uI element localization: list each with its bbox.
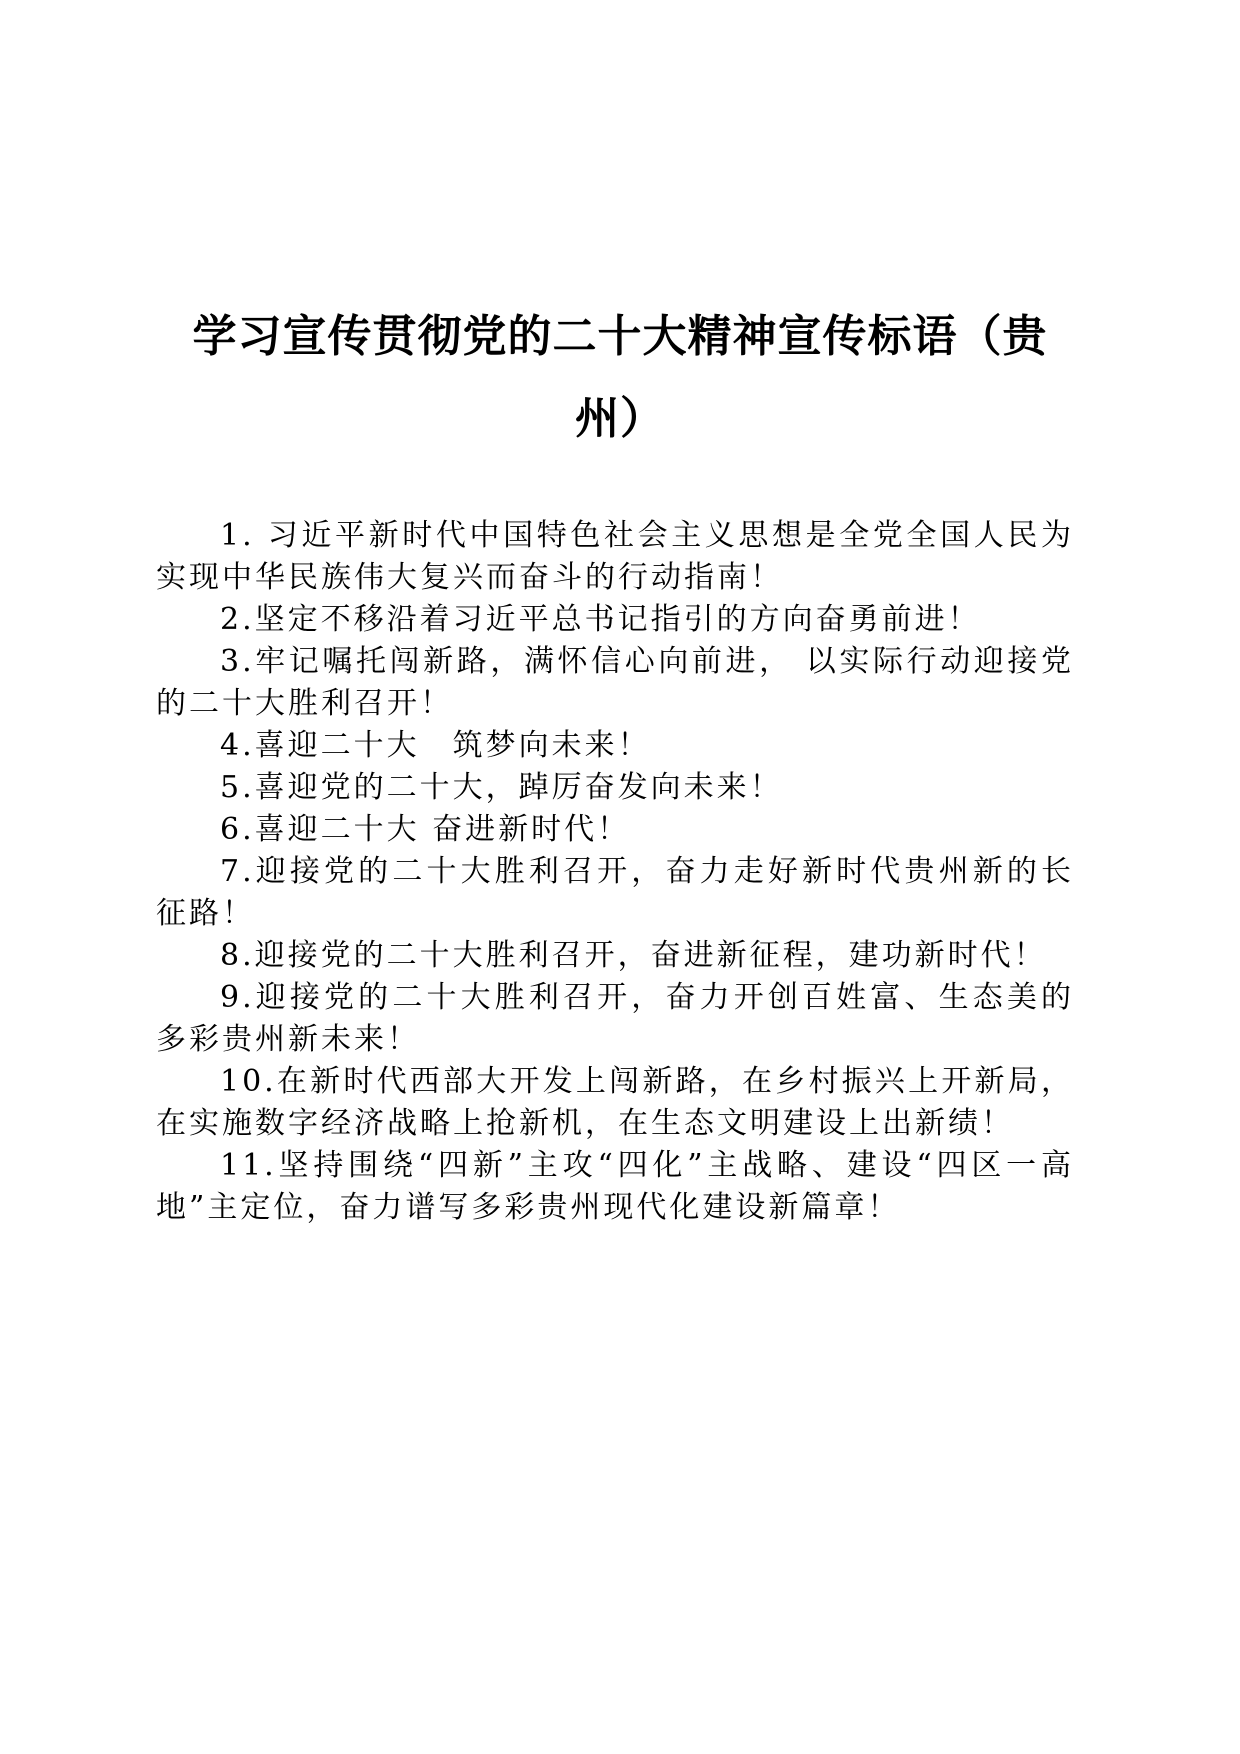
slogan-item-5: 5.喜迎党的二十大，踔厉奋发向未来！ xyxy=(220,770,783,805)
slogan-item-6: 6.喜迎二十大 奋进新时代！ xyxy=(220,812,631,847)
slogan-item-1: 1. 习近平新时代中国特色社会主义思想是全党全国人民为实现中华民族伟大复兴而奋斗的行动指南！ xyxy=(156,518,1074,595)
slogan-item-11: 11.坚持围绕“四新”主攻“四化”主战略、建设“四区一高地”主定位，奋力谱写多彩贵州现代化建设新篇章！ xyxy=(156,1148,1074,1225)
slogan-item-4: 4.喜迎二十大 筑梦向未来！ xyxy=(220,728,651,763)
slogan-item-10: 10.在新时代西部大开发上闯新路，在乡村振兴上开新局，在实施数字经济战略上抢新机，在生态文明建设上出新绩！ xyxy=(156,1064,1074,1141)
slogan-item-8: 8.迎接党的二十大胜利召开，奋进新征程，建功新时代！ xyxy=(220,938,1047,973)
slogan-item-3: 3.牢记嘱托闯新路，满怀信心向前进， 以实际行动迎接党的二十大胜利召开！ xyxy=(156,644,1074,721)
slogan-item-7: 7.迎接党的二十大胜利召开，奋力走好新时代贵州新的长征路！ xyxy=(156,854,1074,931)
slogan-list xyxy=(156,515,1074,1229)
document-title: 学习宣传贯彻党的二十大精神宣传标语（贵州） xyxy=(192,311,1048,444)
slogan-item-9: 9.迎接党的二十大胜利召开，奋力开创百姓富、生态美的多彩贵州新未来！ xyxy=(156,980,1074,1057)
slogan-item-2: 2.坚定不移沿着习近平总书记指引的方向奋勇前进！ xyxy=(220,602,981,637)
